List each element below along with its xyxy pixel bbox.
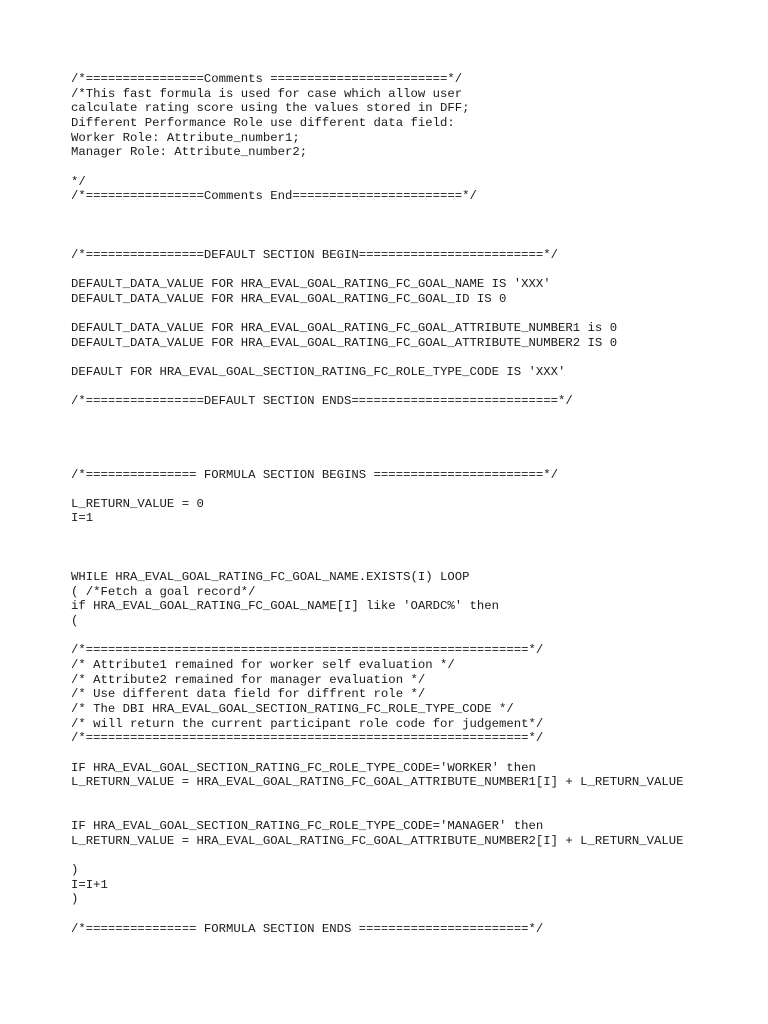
code-line: /* will return the current participant role code for judgement*/ (71, 716, 544, 731)
blank-line (71, 790, 761, 805)
code-line: /*================Comments End=======================*/ (71, 189, 477, 204)
code-line: if HRA_EVAL_GOAL_RATING_FC_GOAL_NAME[I] like 'OARDC%' then (71, 599, 500, 614)
blank-line (71, 350, 761, 365)
code-line: Manager Role: Attribute_number2; (71, 145, 308, 160)
blank-line (71, 160, 761, 175)
blank-line (71, 848, 761, 863)
blank-line (71, 424, 761, 439)
code-line: /* Attribute1 remained for worker self evaluation */ (71, 657, 455, 672)
code-line: Worker Role: Attribute_number1; (71, 130, 300, 145)
blank-line (71, 805, 761, 820)
blank-line (71, 204, 761, 219)
blank-line (71, 746, 761, 761)
code-line: DEFAULT_DATA_VALUE FOR HRA_EVAL_GOAL_RATING_FC_GOAL_ATTRIBUTE_NUMBER1 is 0 (71, 321, 618, 336)
code-line: IF HRA_EVAL_GOAL_SECTION_RATING_FC_ROLE_TYPE_CODE='WORKER' then (71, 760, 536, 775)
code-line: /*================DEFAULT SECTION ENDS============================*/ (71, 394, 573, 409)
code-line: /*================Comments ========================*/ (71, 72, 463, 86)
blank-line (71, 306, 761, 321)
blank-line (71, 629, 761, 644)
code-line: /*=============== FORMULA SECTION ENDS =======================*/ (71, 921, 544, 936)
code-line: L_RETURN_VALUE = 0 (71, 496, 204, 511)
code-line: /*This fast formula is used for case which allow user (71, 86, 463, 101)
code-line: calculate rating score using the values stored in DFF; (71, 101, 470, 116)
code-line: L_RETURN_VALUE = HRA_EVAL_GOAL_RATING_FC_GOAL_ATTRIBUTE_NUMBER2[I] + L_RETURN_VALUE (71, 833, 684, 848)
code-line: Different Performance Role use different data field: (71, 115, 455, 130)
blank-line (71, 409, 761, 424)
code-line: I=I+1 (71, 877, 108, 892)
blank-line (71, 482, 761, 497)
code-line: /*=============== FORMULA SECTION BEGINS =======================*/ (71, 467, 559, 482)
code-line: ) (71, 892, 79, 907)
blank-line (71, 555, 761, 570)
blank-line (71, 907, 761, 922)
code-line: DEFAULT_DATA_VALUE FOR HRA_EVAL_GOAL_RATING_FC_GOAL_ATTRIBUTE_NUMBER2 IS 0 (71, 335, 618, 350)
code-line: /*============================================================*/ (71, 731, 544, 746)
blank-line (71, 541, 761, 556)
blank-line (71, 453, 761, 468)
code-line: DEFAULT_DATA_VALUE FOR HRA_EVAL_GOAL_RATING_FC_GOAL_NAME IS 'XXX' (71, 277, 551, 292)
code-line: IF HRA_EVAL_GOAL_SECTION_RATING_FC_ROLE_TYPE_CODE='MANAGER' then (71, 819, 544, 834)
code-line: ( (71, 614, 79, 629)
code-line: DEFAULT_DATA_VALUE FOR HRA_EVAL_GOAL_RATING_FC_GOAL_ID IS 0 (71, 291, 507, 306)
code-line: /* Attribute2 remained for manager evaluation */ (71, 672, 426, 687)
code-line: ( /*Fetch a goal record*/ (71, 584, 256, 599)
code-line: /*============================================================*/ (71, 643, 544, 658)
code-line: WHILE HRA_EVAL_GOAL_RATING_FC_GOAL_NAME.EXISTS(I) LOOP (71, 570, 470, 585)
code-line: /* Use different data field for diffrent role */ (71, 687, 426, 702)
code-line: I=1 (71, 511, 94, 526)
blank-line (71, 233, 761, 248)
code-line: DEFAULT FOR HRA_EVAL_GOAL_SECTION_RATING_FC_ROLE_TYPE_CODE IS 'XXX' (71, 365, 566, 380)
blank-line (71, 219, 761, 234)
code-line: /* The DBI HRA_EVAL_GOAL_SECTION_RATING_FC_ROLE_TYPE_CODE */ (71, 701, 514, 716)
code-line: ) (71, 863, 79, 878)
blank-line (71, 438, 761, 453)
code-line: L_RETURN_VALUE = HRA_EVAL_GOAL_RATING_FC_GOAL_ATTRIBUTE_NUMBER1[I] + L_RETURN_VALUE (71, 775, 684, 790)
code-line: */ (71, 174, 86, 189)
formula-code-block (71, 72, 761, 936)
blank-line (71, 380, 761, 395)
blank-line (71, 526, 761, 541)
code-line: /*================DEFAULT SECTION BEGIN=========================*/ (71, 247, 559, 262)
blank-line (71, 262, 761, 277)
